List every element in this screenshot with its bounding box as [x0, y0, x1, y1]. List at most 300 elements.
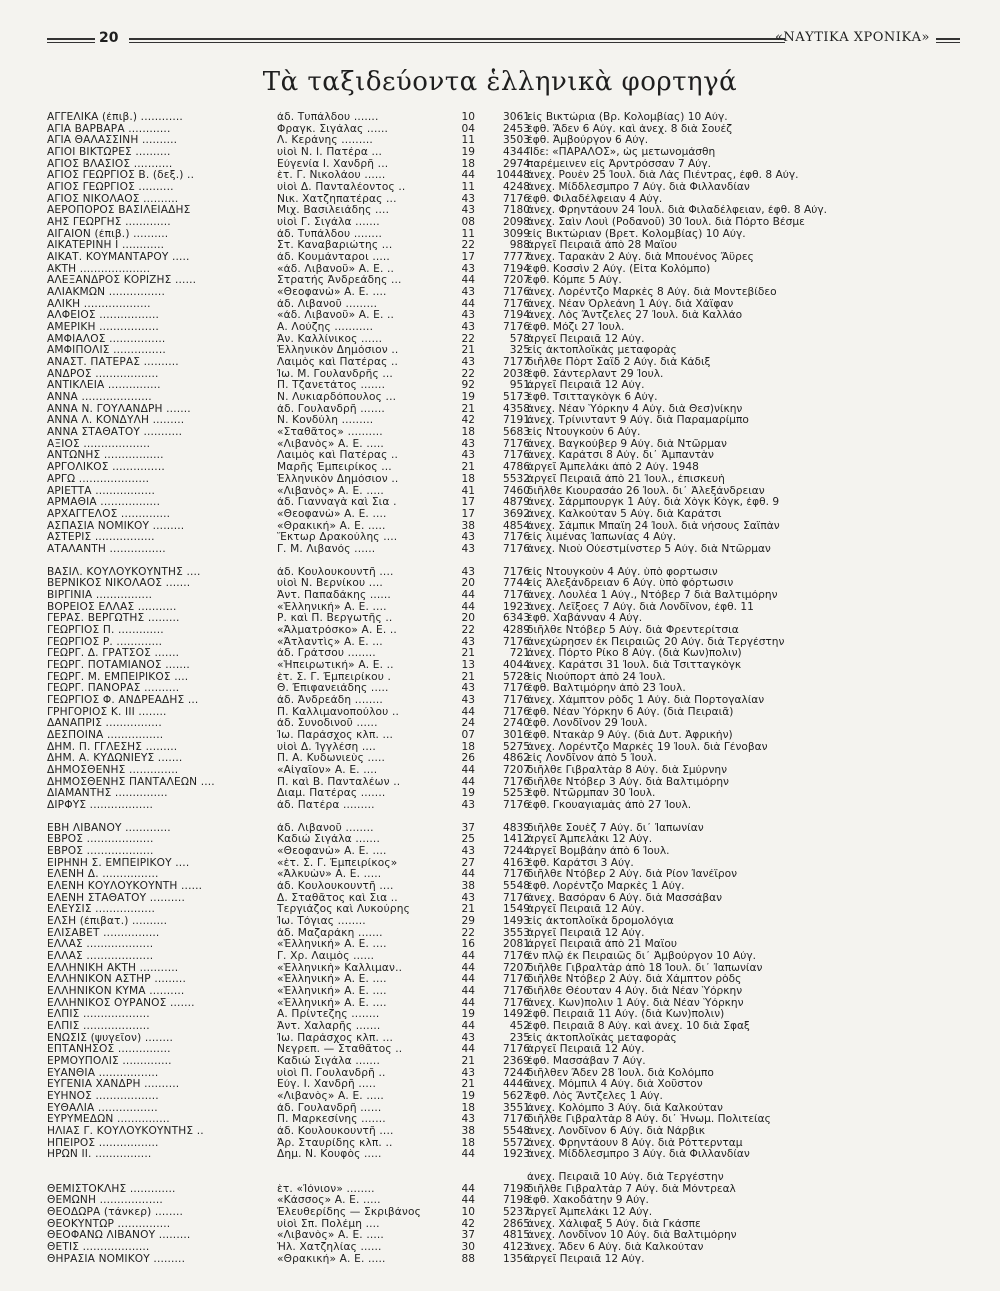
ship-name: ΓΕΩΡΓ. Μ. ΕΜΠΕΙΡΙΚΟΣ .... — [47, 671, 189, 683]
ship-row — [47, 788, 656, 800]
tonnage: 1412 — [503, 834, 530, 846]
year-built: 43 — [461, 1114, 475, 1126]
year-built: 43 — [461, 310, 475, 322]
ship-name: ΑΜΦΙΑΛΟΣ ................ — [47, 333, 166, 345]
tonnage: 5728 — [503, 671, 530, 683]
tonnage: 5173 — [503, 392, 530, 404]
ship-position: ἐφθ. Χαβάνναν 4 Αὐγ. — [527, 613, 643, 625]
ship-position: ἐφθ. Πειραιᾶ 11 Αὐγ. (διὰ Κων)πολιν) — [527, 1009, 725, 1021]
ship-position: ἀργεῖ Πειραιᾶ ἀπὸ 21 Ἰουλ., ἐπισκευὴ — [527, 473, 725, 485]
tonnage: 4248 — [503, 182, 530, 194]
year-built: 18 — [461, 158, 475, 170]
ship-row — [47, 310, 743, 322]
year-built: 43 — [461, 892, 475, 904]
tonnage: 2369 — [503, 1056, 530, 1068]
ship-row — [47, 1102, 723, 1115]
ship-position: εἰς Ἀλεξάνδρειαν 6 Αὐγ. ὑπὸ φόρτωσιν — [527, 578, 734, 590]
ship-position: ἀργεῖ Ἀμπελάκι 12 Αὐγ. — [527, 1207, 653, 1219]
tonnage: 4446 — [503, 1079, 530, 1091]
ship-position: ἀνεχ. Χάλιφαξ 5 Αὐγ. διὰ Γκάσπε — [527, 1218, 701, 1230]
ship-position: ἐφθ. Κόμπε 5 Αὐγ. — [527, 275, 622, 287]
owner-name: «Ἑλληνική» Α. Ε. .... — [277, 939, 387, 951]
ship-row — [47, 1044, 647, 1056]
ship-name: ΕΒΗ ΛΙΒΑΝΟΥ ............. — [47, 822, 171, 834]
ship-position: ἐφθ. Λὸς Ἄντζελες 1 Αὐγ. — [527, 1091, 663, 1103]
ship-name: ΑΓΙΟΣ ΓΕΩΡΓΙΟΣ Β. (δεξ.) .. — [47, 170, 195, 182]
ship-position: ἀργεῖ Πειραιᾶ 12 Αὐγ. — [527, 927, 645, 939]
ship-row — [47, 1056, 647, 1068]
ship-position: διῆλθε Γιβραλτὰρ 7 Αὐγ. διὰ Μόντρεαλ — [527, 1183, 736, 1195]
tonnage: 5237 — [503, 1207, 530, 1219]
owner-name: Καδιώ Σιγάλα ....... — [277, 1056, 380, 1068]
owner-name: Μαρῆς Ἐμπειρίκος ... — [277, 462, 392, 474]
ship-row — [47, 1079, 703, 1091]
tonnage: 988 — [509, 240, 530, 252]
ship-row — [47, 345, 677, 357]
ship-row — [47, 939, 677, 951]
owner-name: «Θρακική» Α. Ε. ..... — [277, 520, 386, 532]
ship-row — [47, 1218, 701, 1231]
owner-name: ἀδ. Τυπάλδου ........ — [277, 228, 382, 240]
owner-name: «Ἑλληνικὴ» Καλλιμαν.. — [277, 962, 403, 974]
tonnage: 7176 — [503, 287, 530, 299]
ship-row — [47, 135, 647, 147]
ship-name: ΗΛΙΑΣ Γ. ΚΟΥΛΟΥΚΟΥΝΤΗΣ .. — [47, 1126, 204, 1138]
ship-row — [47, 147, 716, 159]
year-built: 43 — [461, 636, 475, 648]
ship-row — [47, 462, 699, 474]
ship-name: ΕΛΛΗΝΙΚΗ ΑΚΤΗ ........... — [47, 962, 179, 974]
ship-row — [47, 485, 765, 498]
journal-title: «ΝΑΥΤΙΚΑ ΧΡΟΝΙΚΑ» — [774, 30, 930, 45]
ship-row — [47, 1114, 771, 1126]
ship-name: ΓΕΩΡΓ. ΠΑΝΟΡΑΣ .......... — [47, 683, 180, 695]
tonnage: 3551 — [503, 1102, 530, 1114]
ship-row — [47, 170, 799, 182]
ship-position: ἀνεχ. Μόμπιλ 4 Αὐγ. διὰ Χοῦστον — [527, 1079, 703, 1091]
ship-position: Ἴδε: «ΠΑΡΑΛΟΣ», ὡς μετωνομάσθη — [527, 147, 716, 159]
tonnage: 7177 — [503, 357, 530, 369]
owner-name: «Ἀλκυὼν» Α. Ε. ..... — [277, 869, 382, 881]
ship-position: παρέμεινεν εἰς Ἀρντρόσσαν 7 Αὐγ. — [527, 158, 711, 170]
year-built: 22 — [461, 927, 475, 939]
ship-name: ΕΛΕΥΣΙΣ ................. — [47, 904, 155, 916]
ship-row — [47, 123, 733, 136]
ship-position: ἀνεχ. Φρηντάουν 8 Αὐγ. διὰ Ρόττερνταμ — [527, 1137, 743, 1149]
ship-row — [47, 1230, 737, 1242]
ship-name: ΘΕΜΙΣΤΟΚΛΗΣ ............. — [47, 1183, 176, 1195]
ship-name: ΑΡΓΟΛΙΚΟΣ ............... — [47, 462, 165, 474]
tonnage: 4163 — [503, 857, 530, 869]
owner-name: Α. Λούζης ........... — [277, 322, 374, 334]
year-built: 22 — [461, 368, 475, 380]
ship-position: ἐφθ. Μόζι 27 Ἰουλ. — [527, 322, 625, 334]
ship-row — [47, 1091, 663, 1103]
owner-name: «Ἡπειρωτική» Α. Ε. .. — [277, 659, 394, 671]
ship-row — [47, 648, 742, 660]
tonnage: 7194 — [503, 310, 530, 322]
owner-name: ἀδ. Λιβανοῦ ........ — [277, 822, 374, 834]
year-built: 44 — [461, 589, 475, 601]
ship-position: διῆλθε Ντόβερ 2 Αὐγ. διὰ Ρίον Ἰανέϊρον — [527, 869, 737, 881]
ship-row — [47, 275, 647, 287]
ship-row — [47, 904, 647, 916]
ship-row — [47, 962, 763, 975]
ship-row — [47, 217, 805, 229]
year-built: 42 — [461, 1218, 475, 1230]
owner-name: Λαιμὸς καὶ Πατέρας .. — [277, 357, 399, 369]
ship-row — [47, 240, 677, 252]
ship-row — [47, 298, 734, 311]
owner-name: υἱοὶ Σπ. Πολέμη .... — [277, 1218, 380, 1230]
year-built: 20 — [461, 613, 475, 625]
ship-row — [47, 1172, 724, 1184]
year-built: 44 — [461, 170, 475, 182]
ship-name: ΑΓΙΑ ΒΑΡΒΑΡΑ ............ — [47, 123, 171, 135]
ship-row — [47, 986, 743, 998]
ship-position: ἀνεχ. Φρηντάουν 24 Ἰουλ. διὰ Φιλαδέλφειαν, ἐφθ. 8 Αὐγ. — [527, 205, 827, 217]
tonnage: 7176 — [503, 694, 530, 706]
tonnage: 7176 — [503, 776, 530, 788]
ship-position: ἀνεχ. Βασόραν 6 Αὐγ. διὰ Μασσάβαν — [527, 892, 723, 904]
year-built: 43 — [461, 263, 475, 275]
owner-name: Π. Τζανετάτος ....... — [277, 380, 386, 392]
tonnage: 5532 — [503, 473, 530, 485]
ship-name: ΕΥΗΝΟΣ .................. — [47, 1091, 159, 1103]
ship-position: ἀνεχ. Καράτσι 31 Ἰουλ. διὰ Τσιτταγκὸγκ — [527, 659, 742, 671]
ship-name: ΑΓΙΟΣ ΓΕΩΡΓΙΟΣ .......... — [47, 182, 174, 194]
owner-name: Φραγκ. Σιγάλας ...... — [277, 123, 389, 135]
ship-name: ΑΚΤΗ .................... — [47, 263, 151, 275]
tonnage: 7244 — [503, 845, 530, 857]
owner-name: ἀδ. Ἀνδρεάδη ........ — [277, 694, 383, 706]
ship-row — [47, 1149, 750, 1161]
ship-name: ΓΕΩΡΓΙΟΣ Π. ............. — [47, 624, 164, 636]
owner-name: Καδιώ Σιγάλα ....... — [277, 834, 380, 846]
year-built: 38 — [461, 520, 475, 532]
tonnage: 7198 — [503, 1183, 530, 1195]
ship-row — [47, 508, 722, 521]
tonnage: 3692 — [503, 508, 530, 520]
ship-row — [47, 741, 768, 754]
tonnage: 4044 — [503, 659, 530, 671]
ship-row — [47, 450, 714, 462]
tonnage: 1923 — [503, 1149, 530, 1161]
ship-row — [47, 822, 704, 835]
ship-position: ἀνεχ. Λεῖξοες 7 Αὐγ. διὰ Λονδῖνον, ἐφθ. 11 — [527, 601, 754, 613]
ship-position: ἐφθ. Καράτσι 3 Αὐγ. — [527, 857, 634, 869]
owner-name: Ἑλληνικὸν Δημόσιον .. — [277, 345, 399, 357]
owner-name: Π. Α. Κυδωνιεὺς ..... — [277, 753, 386, 765]
tonnage: 1923 — [503, 601, 530, 613]
ship-name: ΑΓΙΟΙ ΒΙΚΤΩΡΕΣ .......... — [47, 147, 171, 159]
ship-row — [47, 263, 711, 276]
owner-name: ἑτ. «Ἰόνιον» ........ — [277, 1183, 375, 1195]
owner-name: «ἑτ. Σ. Γ. Ἐμπειρίκος» — [277, 857, 398, 869]
ship-position: ἐφθ. Τσιτταγκὸγκ 6 Αὐγ. — [527, 392, 658, 404]
year-built: 44 — [461, 1183, 475, 1195]
year-built: 44 — [461, 601, 475, 613]
year-built: 21 — [461, 462, 475, 474]
year-built: 38 — [461, 1126, 475, 1138]
ship-row — [47, 1195, 647, 1207]
header-rule-middle — [129, 38, 785, 43]
ship-position: εἰς ἀκτοπλοϊκὰς μεταφορὰς — [527, 345, 677, 357]
year-built: 43 — [461, 543, 475, 555]
year-built: 21 — [461, 1079, 475, 1091]
ship-position: ἐφθ. Μασσάβαν 7 Αὐγ. — [527, 1056, 646, 1068]
ship-name: ΔΗΜ. Π. ΓΓΛΕΣΗΣ ......... — [47, 741, 178, 753]
ship-row — [47, 671, 666, 684]
ship-name: ΘΗΡΑΣΙΑ ΝΟΜΙΚΟΥ ......... — [47, 1253, 186, 1265]
owner-name: Ρ. καὶ Π. Βεργωτῆς .. — [277, 613, 393, 625]
owner-name: Στ. Καναβαριώτης ... — [277, 240, 393, 252]
year-built: 25 — [461, 834, 475, 846]
year-built: 43 — [461, 694, 475, 706]
tonnage: 7176 — [503, 1044, 530, 1056]
tonnage: 7194 — [503, 263, 530, 275]
ship-position: εἰς λιμένας Ἰαπωνίας 4 Αὐγ. — [527, 532, 677, 544]
year-built: 21 — [461, 671, 475, 683]
ship-row — [47, 403, 743, 416]
ship-position: ἀνεχ. Λορέντζο Μαρκὲς 19 Ἰουλ. διὰ Γένοβαν — [527, 741, 768, 753]
year-built: 42 — [461, 415, 475, 427]
owner-name: ἀδ. Κουλουκουντῆ .... — [277, 566, 394, 578]
ship-row — [47, 845, 670, 858]
ship-position: ἐφθ. Ἀμβούργον 6 Αὐγ. — [527, 135, 649, 147]
ship-position: εἰς Νιούπορτ ἀπὸ 24 Ἰουλ. — [527, 671, 666, 683]
ship-position: ἀνεχ. Κων)πολιν 1 Αὐγ. διὰ Νέαν Ὑόρκην — [527, 997, 744, 1009]
ship-row — [47, 601, 754, 614]
ship-position: ἀργεῖ Βομβάην ἀπὸ 6 Ἰουλ. — [527, 845, 670, 857]
ship-position: ἀργεῖ Πειραιᾶ ἀπὸ 21 Μαΐου — [527, 939, 677, 951]
tonnage: 7176 — [503, 997, 530, 1009]
owner-name: ἀδ. Κουλουκουντῆ .... — [277, 1126, 394, 1138]
owner-name: «Ἀτλαντὶς» Α. Ε. ... — [277, 636, 383, 648]
ship-position: ἐφθ. Λορέντζο Μαρκὲς 1 Αὐγ. — [527, 881, 685, 892]
tonnage: 3099 — [503, 228, 530, 240]
ship-name: ΑΞΙΟΣ ................... — [47, 438, 151, 450]
tonnage: 4862 — [503, 753, 530, 765]
ship-row — [47, 1137, 743, 1150]
ship-name: ΔΙΑΜΑΝΤΗΣ ............... — [47, 788, 168, 800]
ship-position: ἀνεχ. Καλκούταν 5 Αὐγ. διὰ Καράτσι — [527, 508, 722, 520]
ship-row — [47, 193, 663, 206]
year-built: 43 — [461, 845, 475, 857]
tonnage: 7176 — [503, 589, 530, 601]
ship-row — [47, 834, 653, 846]
owner-name: Ν. Κονδύλη ......... — [277, 415, 374, 427]
ship-position: ἀργεῖ Πειραιᾶ 12 Αὐγ. — [527, 1044, 645, 1056]
ship-row — [47, 112, 728, 124]
ship-position: ἐφθ. Ντῶρμπαν 30 Ἰουλ. — [527, 788, 656, 800]
owner-name: «Θεοφανὼ» Α. Ε. .... — [277, 508, 387, 520]
ship-name: ΗΠΕΙΡΟΣ ................. — [47, 1137, 159, 1149]
year-built: 44 — [461, 1044, 475, 1056]
ship-row — [47, 322, 647, 334]
ship-position: ἀνεχ. Σάρμπουργκ 1 Αὐγ. διὰ Χὸγκ Κὸγκ, ἐφθ. 9 — [527, 497, 780, 509]
tonnage: 1492 — [503, 1009, 530, 1021]
year-built: 11 — [461, 135, 475, 147]
owner-name: Ἕκτωρ Δρακούλης .... — [277, 532, 398, 544]
ship-position: διῆλθε Θέουταν 4 Αὐγ. διὰ Νέαν Ὑόρκην — [527, 986, 743, 998]
ship-row — [47, 357, 711, 369]
ship-name: ΕΙΡΗΝΗ Σ. ΕΜΠΕΙΡΙΚΟΥ .... — [47, 857, 190, 869]
ship-position: ἀργεῖ Πειραιᾶ ἀπὸ 28 Μαΐου — [527, 240, 677, 252]
owner-name: ἀδ. Γουλανδρῆ ....... — [277, 403, 385, 415]
ship-row — [47, 1021, 750, 1033]
year-built: 07 — [461, 729, 475, 741]
tonnage: 7176 — [503, 566, 530, 578]
ship-name: ΑΝΑΣΤ. ΠΑΤΕΡΑΣ .......... — [47, 357, 179, 369]
ship-position: εἰς ἀκτοπλοϊκὰς μεταφορὰς — [527, 1032, 677, 1044]
ship-name: ΕΛΣΗ (ἐπιβατ.) .......... — [47, 916, 168, 928]
ship-name: ΑΤΑΛΑΝΤΗ ................ — [47, 543, 166, 555]
year-built: 44 — [461, 706, 475, 718]
tonnage: 4786 — [503, 462, 530, 474]
owner-name: «Λιβανὸς» Α. Ε. ..... — [277, 438, 384, 450]
tonnage: 3503 — [503, 135, 530, 147]
owner-name: υἱοὶ Ν. Ι. Πατέρα ... — [277, 147, 383, 159]
ship-name: ΘΕΤΙΣ ................... — [47, 1242, 150, 1254]
ship-name: ΕΛΕΝΗ Δ. ................ — [47, 869, 159, 881]
tonnage: 5548 — [503, 881, 530, 892]
ship-position: ἀργεῖ Πειραιᾶ 12 Αὐγ. — [527, 904, 645, 916]
ship-row — [47, 951, 756, 963]
ship-row — [47, 706, 734, 719]
owner-name: Ἑλληνικὸν Δημόσιον .. — [277, 473, 399, 485]
ship-row — [47, 182, 750, 194]
owner-name: Δ. Σταθᾶτος καὶ Σια .. — [277, 892, 398, 904]
ship-name: ΑΙΚΑΤΕΡΙΝΗ Ι ............ — [47, 240, 165, 252]
ship-name: ΘΕΟΔΩΡΑ (τάνκερ) ........ — [47, 1207, 184, 1219]
owner-name: Ἰω. Παράσχος κλπ. ... — [277, 1032, 394, 1044]
owner-name: Διαμ. Πατέρας ....... — [277, 788, 386, 800]
ship-name: ΕΥΡΥΜΕΔΩΝ ............... — [47, 1114, 170, 1126]
ship-row — [47, 776, 729, 789]
year-built: 22 — [461, 333, 475, 345]
owner-name: Ἀρ. Σταυρίδης κλπ. .. — [277, 1137, 393, 1149]
ship-row — [47, 1207, 653, 1219]
ship-position: ἐφθ. Λονδῖνον 29 Ἰουλ. — [527, 718, 648, 730]
tonnage: 7207 — [503, 962, 530, 974]
ship-position: ἀνεχ. Κολόμπο 3 Αὐγ. διὰ Καλκούταν — [527, 1102, 723, 1114]
tonnage: 7198 — [503, 1195, 530, 1207]
year-built: 44 — [461, 1149, 475, 1161]
ship-position: ἀνεχ. Λονδῖνον 6 Αὐγ. διὰ Νάρβικ — [527, 1126, 706, 1138]
ship-name: ΕΥΓΕΝΙΑ ΧΑΝΔΡΗ .......... — [47, 1079, 180, 1091]
ship-position: διῆλθε Ντόβερ 3 Αὐγ. διὰ Βαλτιμόρην — [527, 776, 729, 788]
ship-name: ΑΡΓΩ .................... — [47, 473, 150, 485]
tonnage: 4344 — [503, 147, 530, 159]
owner-name: ἀδ. Λιβανοῦ ......... — [277, 298, 378, 310]
tonnage: 5627 — [503, 1091, 530, 1103]
ship-section — [47, 112, 827, 556]
tonnage: 10448 — [496, 170, 530, 182]
owner-name: Μιχ. Βασιλειάδης .... — [277, 205, 390, 217]
owner-name: Π. Μαρκεσίνης ....... — [277, 1114, 386, 1126]
ship-name: ΒΟΡΕΙΟΣ ΕΛΛΑΣ ........... — [47, 601, 177, 613]
ship-position: ἀργεῖ Ἀμπελάκι ἀπὸ 2 Αὐγ. 1948 — [527, 462, 699, 474]
tonnage: 7176 — [503, 974, 530, 986]
year-built: 17 — [461, 497, 475, 509]
year-built: 10 — [461, 112, 475, 123]
ship-position: ἀνεχ. Τρίνινταντ 9 Αὐγ. διὰ Παραμαρίμπο — [527, 415, 749, 427]
ship-row — [47, 1009, 725, 1021]
ship-position: ἀνεχ. Λονδῖνον 10 Αὐγ. διὰ Βαλτιμόρην — [527, 1230, 737, 1242]
year-built: 21 — [461, 403, 475, 415]
owner-name: Α. Πρίντεζης ........ — [277, 1009, 380, 1021]
ship-position: εἰς Βικτώριαν (Βρετ. Κολομβίας) 10 Αὐγ. — [527, 228, 746, 240]
ship-name: ΕΛΛΗΝΙΚΟΝ ΑΣΤΗΡ ......... — [47, 974, 186, 986]
ship-position: ἐφθ. Πειραιᾶ 8 Αὐγ. καὶ ἀνεχ. 10 διὰ Σφαξ — [527, 1021, 750, 1033]
ship-name: ΓΕΩΡΓΙΟΣ Ρ. ............. — [47, 636, 163, 648]
year-built: 37 — [461, 822, 475, 834]
ship-position: διῆλθε Γιβραλτὰρ 8 Αὐγ. δι᾽ Ἡνωμ. Πολιτείας — [527, 1114, 771, 1126]
ship-row — [47, 252, 754, 264]
ship-name: ΒΑΣΙΛ. ΚΟΥΛΟΥΚΟΥΝΤΗΣ .... — [47, 566, 201, 578]
year-built: 08 — [461, 217, 475, 229]
year-built: 43 — [461, 357, 475, 369]
year-built: 11 — [461, 182, 475, 194]
tonnage: 2865 — [503, 1218, 530, 1230]
ship-name: ΕΛΛΑΣ ................... — [47, 951, 154, 963]
ship-row — [47, 1183, 736, 1196]
ship-row — [47, 1067, 714, 1080]
ship-position: ἀργεῖ Πειραιᾶ 12 Αὐγ. — [527, 333, 645, 345]
owner-name: ἀδ. Συνοδινοῦ ...... — [277, 718, 378, 730]
year-built: 19 — [461, 147, 475, 159]
owner-name: «Ἀλματρόσκο» Α. Ε. .. — [277, 624, 397, 636]
ship-position: ἀνεχ. Ταρακὰν 2 Αὐγ. διὰ Μπουένος Ἄϋρες — [527, 252, 754, 264]
ship-name: ΑΝΝΑ Ν. ΓΟΥΛΑΝΔΡΗ ....... — [47, 403, 191, 415]
year-built: 88 — [461, 1253, 475, 1265]
ship-position: εἰς Ντουγκοὺν 6 Αὐγ. — [527, 427, 641, 439]
tonnage: 7777 — [503, 252, 530, 264]
owner-name: ἀδ. Γιανναγὰ καὶ Σια . — [277, 497, 397, 509]
ship-row — [47, 928, 647, 940]
tonnage: 7176 — [503, 298, 530, 310]
ship-position: ἐφθ. Κοσσὶν 2 Αὐγ. (Εἶτα Κολόμπο) — [527, 263, 711, 275]
tonnage: 7191 — [503, 415, 530, 427]
ship-position: ἀργεῖ Ἀμπελάκι 12 Αὐγ. — [527, 834, 653, 846]
page-number: 20 — [99, 30, 119, 46]
tonnage: 5253 — [503, 788, 530, 800]
tonnage: 3553 — [503, 927, 530, 939]
ship-name: ΕΒΡΟΣ ................... — [47, 834, 154, 846]
ship-name: ΕΥΑΝΘΙΑ ................. — [47, 1067, 159, 1079]
ship-position: ἀνεχ. Σάμπικ Μπαΐη 24 Ἰουλ. διὰ νήσους Σαϊπὰν — [527, 520, 780, 532]
owner-name: ἑτ. Γ. Νικολάου ...... — [277, 170, 386, 182]
owner-name: Θ. Ἐπιφανειάδης ..... — [277, 683, 389, 695]
ship-row — [47, 1242, 704, 1254]
ship-name: ΕΛΠΙΣ ................... — [47, 1021, 150, 1033]
ship-name: ΑΛΕΞΑΝΔΡΟΣ ΚΟΡΙΖΗΣ ...... — [47, 275, 197, 287]
ship-name: ΑΣΤΕΡΙΣ ................. — [47, 532, 155, 544]
ship-name: ΑΛΦΕΙΟΣ ................. — [47, 310, 160, 322]
owner-name: «Ἑλληνική» Α. Ε. .... — [277, 986, 387, 998]
year-built: 43 — [461, 1067, 475, 1079]
year-built: 44 — [461, 997, 475, 1009]
ship-row — [47, 974, 742, 986]
ship-name: ΑΙΓΑΙΟΝ (ἐπιβ.) .......... — [47, 228, 169, 240]
ship-name: ΔΗΜΟΣΘΕΝΗΣ ΠΑΝΤΑΛΕΩΝ .... — [47, 776, 215, 788]
year-built: 16 — [461, 939, 475, 951]
owner-name: ἀδ. Γράτσου ........ — [277, 648, 376, 660]
owner-name: «Ἑλληνική» Α. Ε. .... — [277, 601, 387, 613]
year-built: 43 — [461, 566, 475, 578]
ship-position: ἀνεχ. Ἄδεν 6 Αὐγ. διὰ Καλκούταν — [527, 1242, 704, 1254]
